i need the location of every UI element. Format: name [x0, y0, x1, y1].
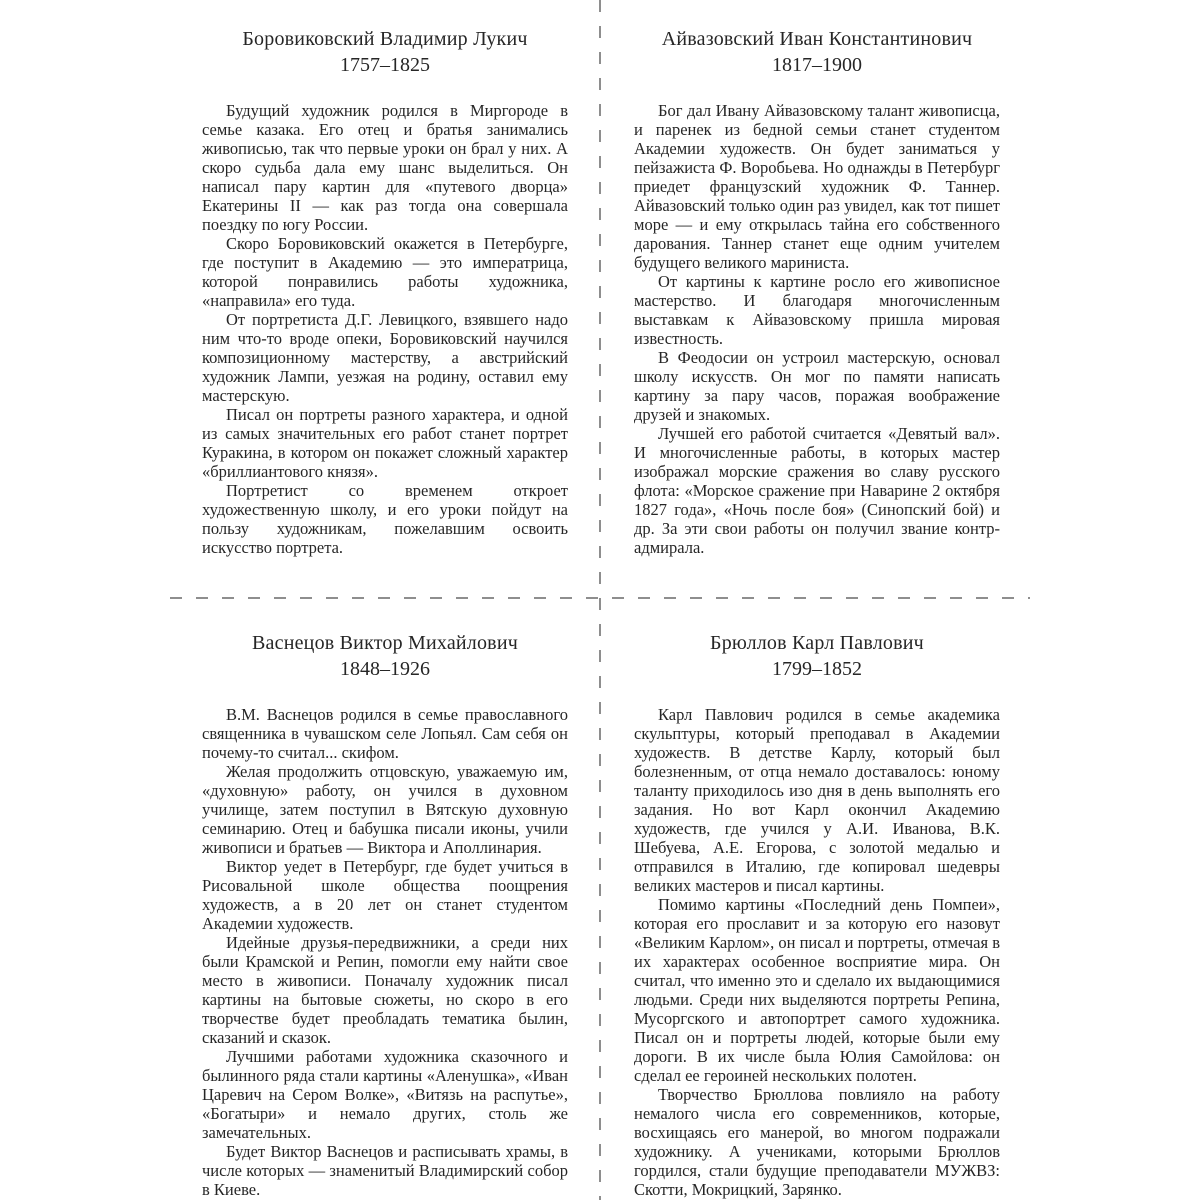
bio-paragraph: Творчество Брюллова повлияло на работу немалого числа его современников, которые, восхищаясь его манерой, во многом подражали художнику. А учениками, которыми Брюллов гордился, стали будущие преподаватели МУЖВЗ: Скотти, Мокрицкий, Зарянко. — [634, 1085, 1000, 1199]
bio-paragraph: Лучшими работами художника сказочного и былинного ряда стали картины «Аленушка», «Иван Царевич на Сером Волке», «Витязь на распутье», «Богатыри» и немало других, столь же замечательных. — [202, 1047, 568, 1142]
artist-years: 1757–1825 — [340, 54, 430, 76]
artist-name: Васнецов Виктор Михайлович — [252, 632, 518, 654]
artist-years: 1817–1900 — [772, 54, 862, 76]
artist-bio — [202, 101, 568, 557]
bio-paragraph: В.М. Васнецов родился в семье православного священника в чувашском селе Лопьял. Сам себя он почему-то считал... скифом. — [202, 705, 568, 762]
artist-bio — [634, 101, 1000, 557]
bio-paragraph: Желая продолжить отцовскую, уважаемую им, «духовную» работу, он учился в духовном училище, затем поступил в Вятскую духовную семинарию. Отец и бабушка писали иконы, учили живописи и братьев — Виктора и Аполлинария. — [202, 762, 568, 857]
bio-paragraph: Виктор уедет в Петербург, где будет учиться в Рисовальной школе общества поощрения художеств, а в 20 лет он станет студентом Академии художеств. — [202, 857, 568, 933]
bio-paragraph: В Феодосии он устроил мастерскую, основал школу искусств. Он мог по памяти написать картину за пару часов, поражая воображение друзей и знакомых. — [634, 348, 1000, 424]
card-content — [202, 598, 568, 1199]
vertical-cut-line — [599, 0, 601, 1200]
artist-bio — [202, 705, 568, 1199]
bio-paragraph: Идейные друзья-передвижники, а среди них были Крамской и Репин, помогли ему найти свое место в живописи. Поначалу художник писал картины на бытовые сюжеты, но скоро в его творчестве будет преобладать тематика былин, сказаний и сказок. — [202, 933, 568, 1047]
artist-card-aivazovsky — [600, 0, 1200, 598]
artist-bio — [634, 705, 1000, 1199]
bio-paragraph: От картины к картине росло его живописное мастерство. И благодаря многочисленным выставкам к Айвазовскому пришла мировая известность. — [634, 272, 1000, 348]
card-content — [202, 0, 568, 557]
bio-paragraph: Будет Виктор Васнецов и расписывать храмы, в числе которых — знаменитый Владимирский собор в Киеве. — [202, 1142, 568, 1199]
bio-paragraph: Портретист со временем откроет художественную школу, и его уроки пойдут на пользу художникам, пожелавшим освоить искусство портрета. — [202, 481, 568, 557]
artist-name: Брюллов Карл Павлович — [710, 632, 924, 654]
bio-paragraph: Бог дал Ивану Айвазовскому талант живописца, и паренек из бедной семьи станет студентом Академии художеств. Он будет заниматься у пейзажиста Ф. Воробьева. Но однажды в Петербург приедет французский художник Ф. Таннер. Айвазовский только один раз увидел, как тот пишет море — и ему открылась тайна его собственного дарования. Таннер станет еще одним учителем будущего великого мариниста. — [634, 101, 1000, 272]
bio-paragraph: Карл Павлович родился в семье академика скульптуры, который преподавал в Академии художеств. В детстве Карлу, который был болезненным, от отца немало доставалось: юному таланту приходилось изо дня в день выполнять его задания. Но вот Карл окончил Академию художеств, где учился у А.И. Иванова, В.К. Шебуева, А.Е. Егорова, с золотой медалью и отправился в Италию, где копировал шедевры великих мастеров и писал картины. — [634, 705, 1000, 895]
horizontal-cut-line — [170, 597, 1030, 599]
artist-years: 1799–1852 — [772, 658, 862, 680]
bio-paragraph: Помимо картины «Последний день Помпеи», которая его прославит и за которую его назовут «Великим Карлом», он писал и портреты, отмечая в их характерах особенное восприятие мира. Он считал, что именно это и сделало их выдающимися людьми. Среди них выделяются портреты Репина, Мусоргского и автопортрет самого художника. Писал он и портреты людей, которые были ему дороги. В их числе была Юлия Самойлова: он сделал ее героиней нескольких полотен. — [634, 895, 1000, 1085]
bio-paragraph: От портретиста Д.Г. Левицкого, взявшего надо ним что-то вроде опеки, Боровиковский научился композиционному мастерству, а австрийский художник Лампи, уезжая на родину, оставил ему мастерскую. — [202, 310, 568, 405]
bio-paragraph: Лучшей его работой считается «Девятый вал». И многочисленные работы, в которых мастер изображал морские сражения во славу русского флота: «Морское сражение при Наварине 2 октября 1827 года», «Ночь после боя» (Синопский бой) и др. За эти свои работы он получил звание контр-адмирала. — [634, 424, 1000, 557]
card-content — [634, 0, 1000, 557]
bio-paragraph: Будущий художник родился в Миргороде в семье казака. Его отец и братья занимались живописью, так что первые уроки он брал у них. А скоро судьба дала ему шанс выделиться. Он написал пару картин для «путевого дворца» Екатерины II — как раз тогда она совершала поездку по югу России. — [202, 101, 568, 234]
card-content — [634, 598, 1000, 1199]
artist-name: Боровиковский Владимир Лукич — [242, 28, 528, 50]
artist-years: 1848–1926 — [340, 658, 430, 680]
bio-paragraph: Писал он портреты разного характера, и одной из самых значительных его работ станет портрет Куракина, в котором он покажет сложный характер «бриллиантового князя». — [202, 405, 568, 481]
artist-card-borovikovsky — [0, 0, 600, 598]
artist-card-bryullov — [600, 598, 1200, 1200]
artist-card-vasnetsov — [0, 598, 600, 1200]
bio-paragraph: Скоро Боровиковский окажется в Петербурге, где поступит в Академию — это императрица, которой понравились работы художника, «направила» его туда. — [202, 234, 568, 310]
artist-name: Айвазовский Иван Константинович — [661, 28, 973, 50]
